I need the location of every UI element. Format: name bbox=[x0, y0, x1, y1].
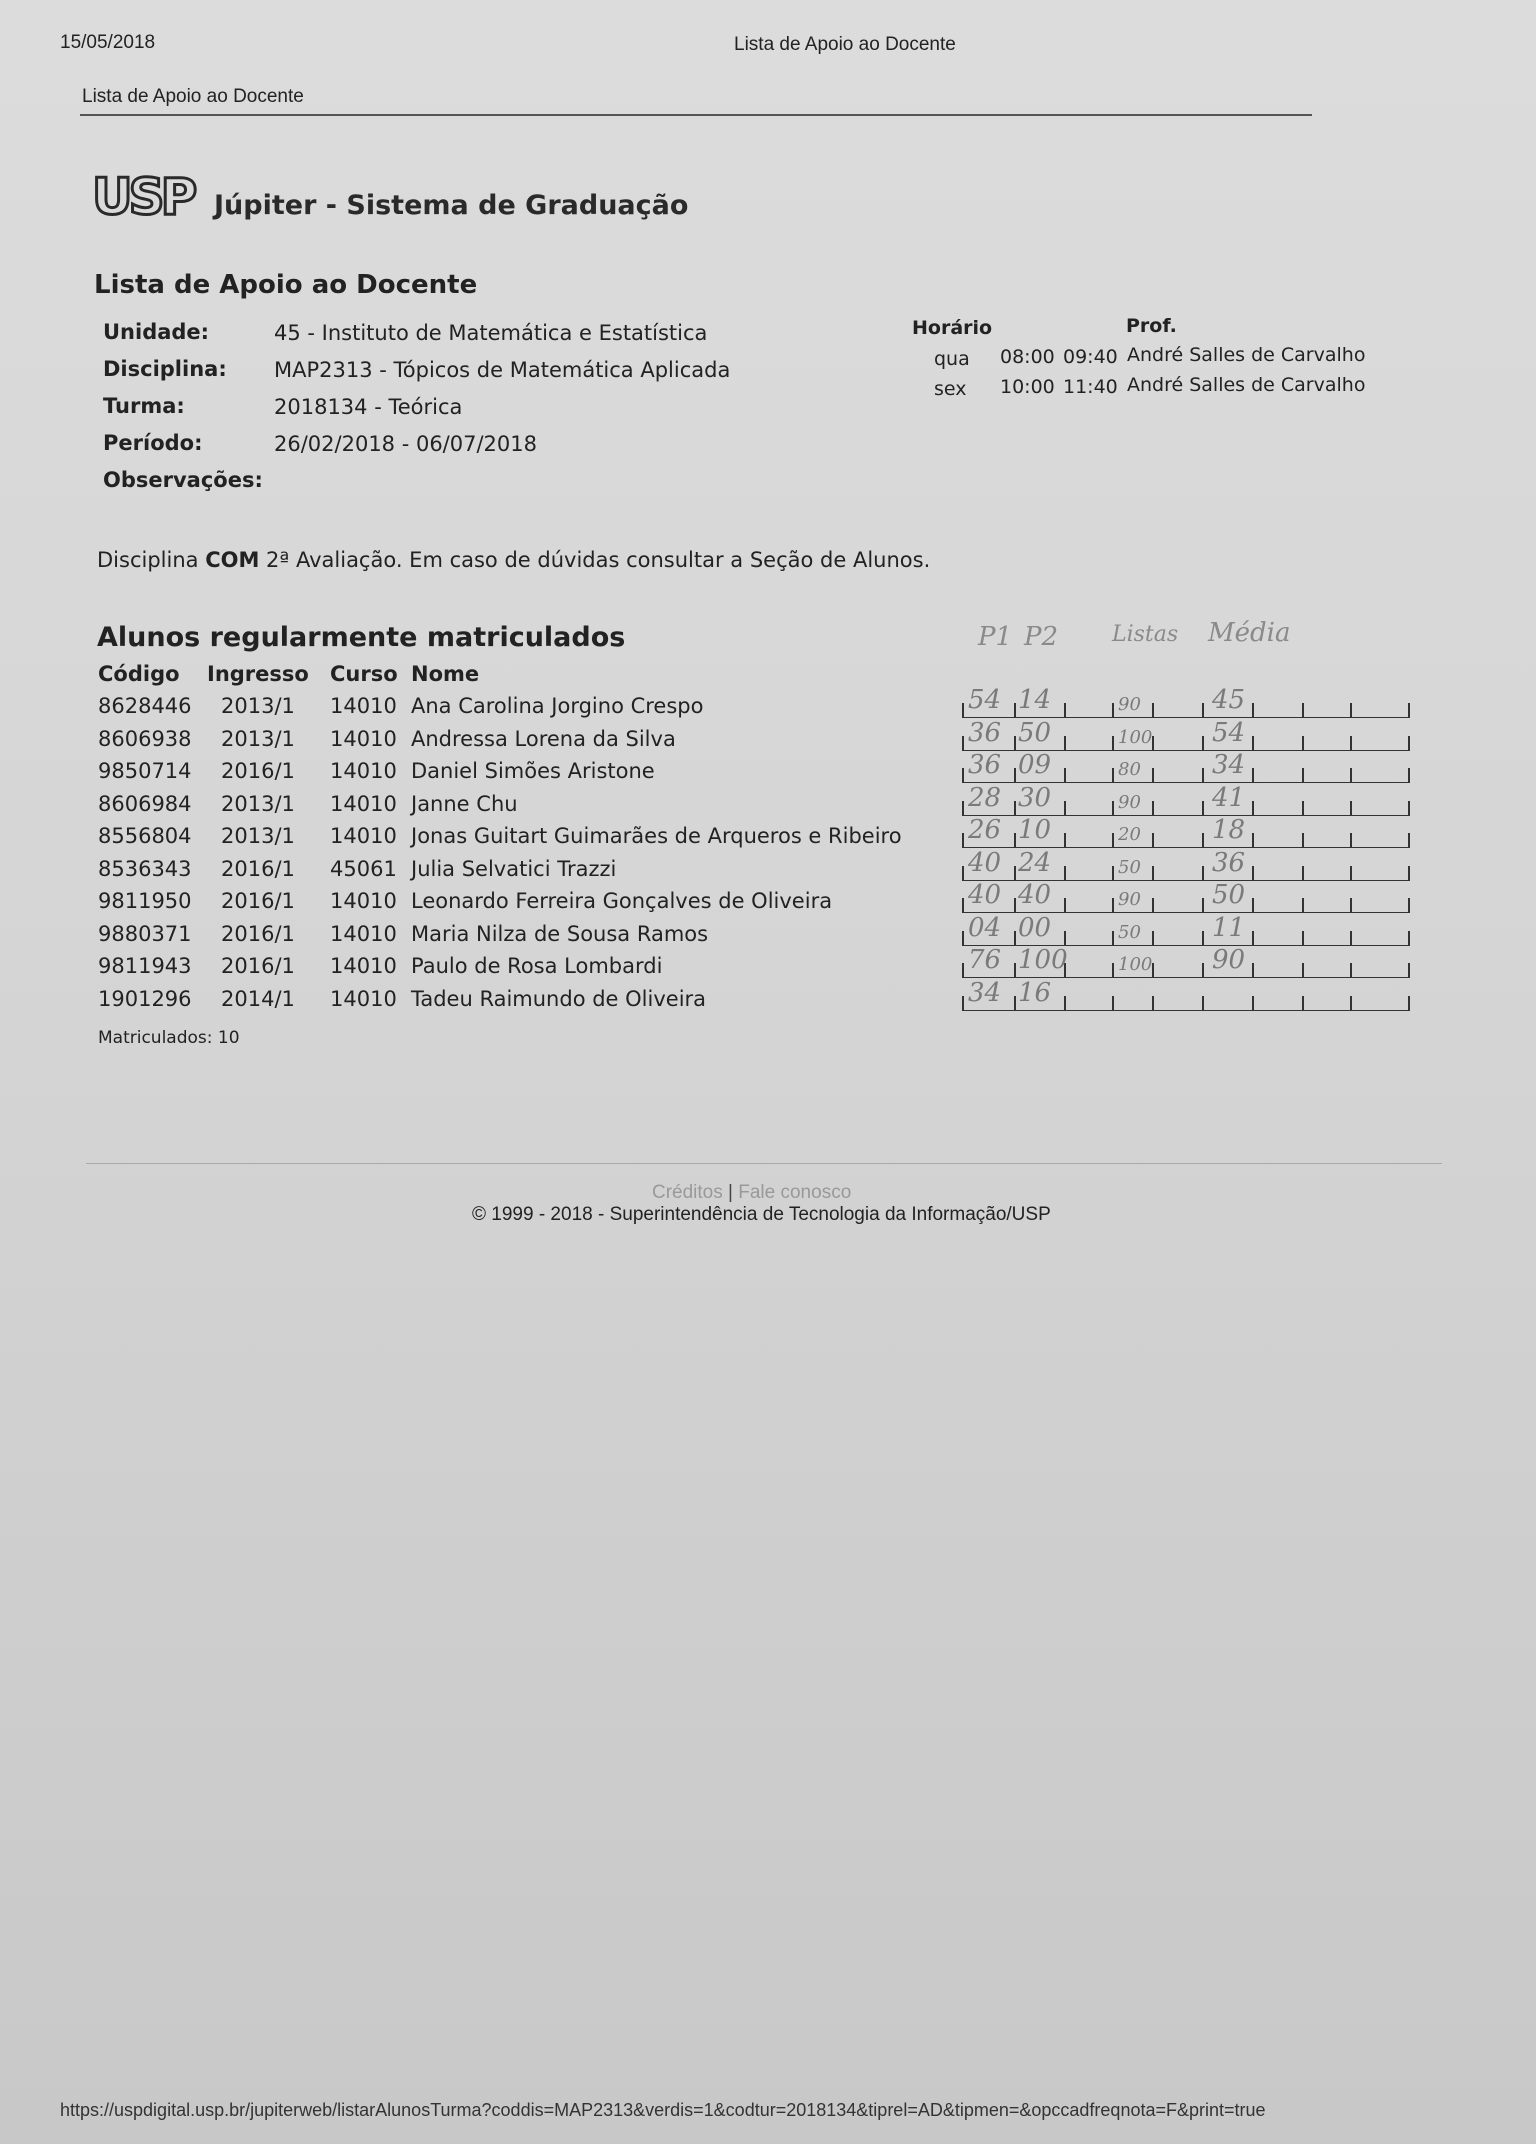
grade-tick bbox=[1350, 866, 1352, 880]
student-codigo: 8556804 bbox=[98, 824, 192, 848]
grade-tick bbox=[1064, 996, 1066, 1010]
student-nome: Maria Nilza de Sousa Ramos bbox=[411, 921, 709, 946]
footer-links bbox=[652, 1182, 851, 1204]
grade-tick bbox=[1350, 898, 1352, 912]
student-ingresso: 2016/1 bbox=[221, 889, 295, 913]
student-codigo: 9880371 bbox=[98, 921, 192, 946]
student-codigo: 9811943 bbox=[98, 954, 192, 978]
grade-p2: 40 bbox=[1018, 880, 1052, 910]
grade-tick bbox=[1112, 801, 1114, 815]
grade-p2: 100 bbox=[1018, 945, 1068, 975]
grade-tick bbox=[1064, 833, 1066, 847]
student-curso: 14010 bbox=[330, 694, 397, 718]
grade-tick bbox=[1064, 801, 1066, 815]
grade-p1: 36 bbox=[968, 717, 1002, 748]
grade-p2: 50 bbox=[1018, 717, 1052, 748]
grade-tick bbox=[1350, 801, 1352, 815]
header-divider bbox=[80, 114, 1312, 116]
observacoes-label: Observações: bbox=[103, 468, 263, 492]
grade-p1: 04 bbox=[968, 912, 1002, 943]
grade-media: 11 bbox=[1212, 912, 1246, 943]
grade-tick bbox=[1202, 768, 1204, 782]
student-nome: Jonas Guitart Guimarães de Arqueros e Ribeiro bbox=[411, 824, 902, 848]
schedule-start: 10:00 bbox=[1000, 376, 1055, 398]
grade-tick bbox=[962, 898, 964, 912]
notice-text: Disciplina COM 2ª Avaliação. Em caso de dúvidas consultar a Seção de Alunos. bbox=[97, 548, 931, 572]
grade-tick bbox=[1014, 931, 1016, 945]
student-curso: 14010 bbox=[330, 791, 397, 816]
handwritten-media: Média bbox=[1208, 618, 1291, 648]
grade-tick bbox=[1408, 898, 1410, 912]
grade-p2: 16 bbox=[1018, 977, 1052, 1008]
student-nome: Andressa Lorena da Silva bbox=[411, 726, 676, 751]
students-heading: Alunos regularmente matriculados bbox=[97, 622, 626, 653]
usp-logo bbox=[92, 172, 210, 222]
grade-tick bbox=[1064, 703, 1066, 717]
grade-tick bbox=[1350, 931, 1352, 945]
grade-tick bbox=[1202, 833, 1204, 847]
grade-p1: 54 bbox=[968, 685, 1002, 715]
student-curso: 14010 bbox=[330, 824, 397, 848]
handwritten-p1: P1 bbox=[978, 622, 1013, 652]
grade-tick bbox=[1152, 866, 1154, 880]
grade-line bbox=[962, 945, 1410, 978]
grade-media: 34 bbox=[1212, 750, 1246, 780]
student-ingresso: 2013/1 bbox=[221, 726, 295, 751]
print-title: Lista de Apoio ao Docente bbox=[734, 34, 956, 55]
grade-tick bbox=[1064, 866, 1066, 880]
system-title: Júpiter - Sistema de Graduação bbox=[214, 190, 689, 221]
student-ingresso: 2014/1 bbox=[221, 986, 295, 1011]
logo-lettering: USP bbox=[92, 172, 194, 222]
grade-tick bbox=[1202, 866, 1204, 880]
student-ingresso: 2016/1 bbox=[221, 759, 295, 783]
grade-line bbox=[962, 912, 1410, 946]
disciplina-value: MAP2313 - Tópicos de Matemática Aplicada bbox=[274, 358, 731, 382]
student-ingresso: 2016/1 bbox=[221, 921, 295, 946]
grade-tick bbox=[1202, 963, 1204, 977]
grade-tick bbox=[1014, 996, 1016, 1010]
student-nome: Tadeu Raimundo de Oliveira bbox=[411, 986, 707, 1011]
col-codigo: Código bbox=[98, 662, 180, 686]
grade-tick bbox=[1408, 703, 1410, 717]
grade-tick bbox=[1014, 833, 1016, 847]
grade-tick bbox=[1014, 703, 1016, 717]
handwritten-p2: P2 bbox=[1024, 622, 1059, 652]
student-nome: Janne Chu bbox=[411, 791, 518, 816]
grade-tick bbox=[1064, 898, 1066, 912]
grade-tick bbox=[1252, 866, 1254, 880]
grade-tick bbox=[1112, 963, 1114, 977]
grade-tick bbox=[1408, 833, 1410, 847]
student-codigo: 9850714 bbox=[98, 759, 192, 783]
grade-tick bbox=[1152, 996, 1154, 1010]
grade-tick bbox=[1252, 963, 1254, 977]
schedule-start: 08:00 bbox=[1000, 346, 1055, 368]
copyright: © 1999 - 2018 - Superintendência de Tecnologia da Informação/USP bbox=[472, 1204, 1051, 1225]
grade-tick bbox=[1112, 866, 1114, 880]
student-nome: Paulo de Rosa Lombardi bbox=[411, 954, 663, 978]
grade-tick bbox=[962, 703, 964, 717]
grade-tick bbox=[1302, 963, 1304, 977]
turma-value: 2018134 - Teórica bbox=[274, 395, 463, 419]
grade-tick bbox=[1014, 963, 1016, 977]
grade-tick bbox=[1152, 703, 1154, 717]
grade-tick bbox=[1202, 996, 1204, 1010]
grade-p1: 26 bbox=[968, 815, 1002, 845]
grade-listas: 100 bbox=[1118, 726, 1153, 748]
student-codigo: 8606938 bbox=[98, 726, 192, 751]
creditos-link[interactable]: Créditos bbox=[652, 1182, 723, 1203]
horario-label: Horário bbox=[912, 317, 993, 339]
grade-line bbox=[962, 815, 1410, 848]
grade-tick bbox=[1064, 931, 1066, 945]
grade-tick bbox=[1014, 736, 1016, 750]
grade-tick bbox=[1302, 866, 1304, 880]
schedule-day: qua bbox=[934, 348, 970, 370]
schedule-end: 11:40 bbox=[1063, 376, 1118, 398]
grade-tick bbox=[1202, 703, 1204, 717]
student-curso: 14010 bbox=[330, 726, 397, 751]
grade-listas: 100 bbox=[1118, 954, 1153, 975]
grade-tick bbox=[1014, 898, 1016, 912]
prof-label: Prof. bbox=[1126, 315, 1177, 337]
grade-tick bbox=[1112, 736, 1114, 750]
grade-tick bbox=[1112, 833, 1114, 847]
schedule-day: sex bbox=[934, 378, 967, 400]
grade-p2: 14 bbox=[1018, 685, 1052, 715]
grade-tick bbox=[962, 801, 964, 815]
grade-tick bbox=[1252, 801, 1254, 815]
grade-tick bbox=[1252, 736, 1254, 750]
grade-tick bbox=[1408, 768, 1410, 782]
grade-listas: 50 bbox=[1118, 921, 1141, 943]
footer-separator: | bbox=[728, 1182, 733, 1203]
grade-media: 45 bbox=[1212, 685, 1246, 715]
grade-tick bbox=[1302, 833, 1304, 847]
grade-tick bbox=[1152, 801, 1154, 815]
student-ingresso: 2013/1 bbox=[221, 694, 295, 718]
grade-tick bbox=[1064, 736, 1066, 750]
grade-p2: 09 bbox=[1018, 750, 1052, 780]
schedule-end: 09:40 bbox=[1063, 346, 1118, 368]
grade-media: 41 bbox=[1212, 782, 1246, 813]
grade-tick bbox=[1350, 996, 1352, 1010]
fale-conosco-link[interactable]: Fale conosco bbox=[738, 1182, 852, 1203]
grade-tick bbox=[1350, 736, 1352, 750]
grade-tick bbox=[1252, 931, 1254, 945]
grade-tick bbox=[1302, 736, 1304, 750]
unidade-label: Unidade: bbox=[103, 320, 210, 344]
grade-listas: 90 bbox=[1118, 694, 1141, 715]
grade-tick bbox=[962, 996, 964, 1010]
grade-tick bbox=[1202, 801, 1204, 815]
grade-listas: 20 bbox=[1118, 824, 1141, 845]
grade-line bbox=[962, 977, 1410, 1011]
grade-tick bbox=[962, 833, 964, 847]
grade-media: 18 bbox=[1212, 815, 1246, 845]
grade-tick bbox=[1202, 931, 1204, 945]
student-nome: Julia Selvatici Trazzi bbox=[411, 856, 617, 881]
grade-line bbox=[962, 847, 1410, 881]
grade-tick bbox=[1350, 768, 1352, 782]
print-subheading: Lista de Apoio ao Docente bbox=[82, 86, 304, 107]
grade-tick bbox=[962, 736, 964, 750]
grade-tick bbox=[1152, 931, 1154, 945]
grade-p2: 00 bbox=[1018, 912, 1052, 943]
student-ingresso: 2016/1 bbox=[221, 856, 295, 881]
grade-tick bbox=[1112, 898, 1114, 912]
student-nome: Daniel Simões Aristone bbox=[411, 759, 655, 783]
grade-p1: 34 bbox=[968, 977, 1002, 1008]
grade-line bbox=[962, 685, 1410, 718]
print-date: 15/05/2018 bbox=[60, 32, 156, 53]
student-nome: Leonardo Ferreira Gonçalves de Oliveira bbox=[411, 889, 833, 913]
grade-tick bbox=[1064, 768, 1066, 782]
grade-line bbox=[962, 717, 1410, 751]
grade-listas: 90 bbox=[1118, 889, 1141, 910]
student-codigo: 8628446 bbox=[98, 694, 192, 718]
grade-tick bbox=[1112, 768, 1114, 782]
unidade-value: 45 - Instituto de Matemática e Estatística bbox=[274, 321, 708, 345]
grade-line bbox=[962, 880, 1410, 913]
disciplina-label: Disciplina: bbox=[103, 357, 227, 381]
student-codigo: 8606984 bbox=[98, 791, 192, 816]
student-ingresso: 2013/1 bbox=[221, 824, 295, 848]
schedule-prof: André Salles de Carvalho bbox=[1127, 374, 1366, 396]
grade-media: 50 bbox=[1212, 880, 1246, 910]
footer-divider bbox=[86, 1163, 1442, 1164]
grade-tick bbox=[1302, 768, 1304, 782]
grade-p1: 76 bbox=[968, 945, 1002, 975]
grade-listas: 90 bbox=[1118, 791, 1141, 813]
student-curso: 14010 bbox=[330, 759, 397, 783]
grade-tick bbox=[1252, 703, 1254, 717]
grade-tick bbox=[1252, 833, 1254, 847]
grade-tick bbox=[1408, 736, 1410, 750]
grade-tick bbox=[962, 931, 964, 945]
grade-p2: 24 bbox=[1018, 847, 1052, 878]
grade-tick bbox=[1152, 768, 1154, 782]
student-curso: 45061 bbox=[330, 856, 397, 881]
grade-tick bbox=[962, 866, 964, 880]
page-title: Lista de Apoio ao Docente bbox=[94, 270, 478, 300]
grade-tick bbox=[1112, 703, 1114, 717]
grade-tick bbox=[1302, 996, 1304, 1010]
grade-tick bbox=[1252, 996, 1254, 1010]
student-curso: 14010 bbox=[330, 889, 397, 913]
grade-tick bbox=[1014, 801, 1016, 815]
grade-line bbox=[962, 782, 1410, 816]
grade-media: 90 bbox=[1212, 945, 1246, 975]
periodo-value: 26/02/2018 - 06/07/2018 bbox=[274, 432, 538, 456]
student-nome: Ana Carolina Jorgino Crespo bbox=[411, 694, 704, 718]
handwritten-listas: Listas bbox=[1112, 622, 1179, 647]
grade-tick bbox=[1408, 963, 1410, 977]
student-codigo: 9811950 bbox=[98, 889, 192, 913]
periodo-label: Período: bbox=[103, 431, 203, 455]
print-url: https://uspdigital.usp.br/jupiterweb/listarAlunosTurma?coddis=MAP2313&verdis=1&codtur=2018134&tiprel=AD&tipmen=&opccadfreqnota=F&print=true bbox=[60, 2100, 1266, 2120]
col-ingresso: Ingresso bbox=[207, 662, 309, 686]
grade-media: 36 bbox=[1212, 847, 1246, 878]
enrolled-count: Matriculados: 10 bbox=[98, 1028, 240, 1048]
grade-tick bbox=[1408, 996, 1410, 1010]
student-curso: 14010 bbox=[330, 954, 397, 978]
grade-listas: 80 bbox=[1118, 759, 1141, 780]
student-codigo: 1901296 bbox=[98, 986, 192, 1011]
grade-tick bbox=[1302, 801, 1304, 815]
student-curso: 14010 bbox=[330, 986, 397, 1011]
grade-tick bbox=[1112, 931, 1114, 945]
grade-tick bbox=[1252, 768, 1254, 782]
grade-p1: 28 bbox=[968, 782, 1002, 813]
grade-p1: 40 bbox=[968, 880, 1002, 910]
grade-tick bbox=[1202, 898, 1204, 912]
grade-p2: 30 bbox=[1018, 782, 1052, 813]
grade-tick bbox=[1302, 898, 1304, 912]
student-ingresso: 2013/1 bbox=[221, 791, 295, 816]
grade-tick bbox=[1408, 801, 1410, 815]
grade-p1: 36 bbox=[968, 750, 1002, 780]
grade-p1: 40 bbox=[968, 847, 1002, 878]
grade-line bbox=[962, 750, 1410, 783]
grade-tick bbox=[1152, 833, 1154, 847]
grade-listas: 50 bbox=[1118, 856, 1141, 878]
grade-tick bbox=[1302, 931, 1304, 945]
col-nome: Nome bbox=[411, 662, 480, 686]
grade-tick bbox=[1350, 703, 1352, 717]
turma-label: Turma: bbox=[103, 394, 185, 418]
grade-tick bbox=[1408, 931, 1410, 945]
grade-p2: 10 bbox=[1018, 815, 1052, 845]
grade-tick bbox=[1408, 866, 1410, 880]
student-curso: 14010 bbox=[330, 921, 397, 946]
grade-tick bbox=[962, 963, 964, 977]
grade-tick bbox=[1014, 866, 1016, 880]
grade-tick bbox=[1014, 768, 1016, 782]
grade-tick bbox=[1152, 898, 1154, 912]
grade-tick bbox=[962, 768, 964, 782]
grade-tick bbox=[1112, 996, 1114, 1010]
grade-tick bbox=[1302, 703, 1304, 717]
col-curso: Curso bbox=[330, 662, 398, 686]
grade-media: 54 bbox=[1212, 717, 1246, 748]
grade-tick bbox=[1202, 736, 1204, 750]
student-codigo: 8536343 bbox=[98, 856, 192, 881]
grade-tick bbox=[1252, 898, 1254, 912]
student-ingresso: 2016/1 bbox=[221, 954, 295, 978]
schedule-prof: André Salles de Carvalho bbox=[1127, 344, 1366, 366]
grade-tick bbox=[1350, 833, 1352, 847]
grade-tick bbox=[1350, 963, 1352, 977]
